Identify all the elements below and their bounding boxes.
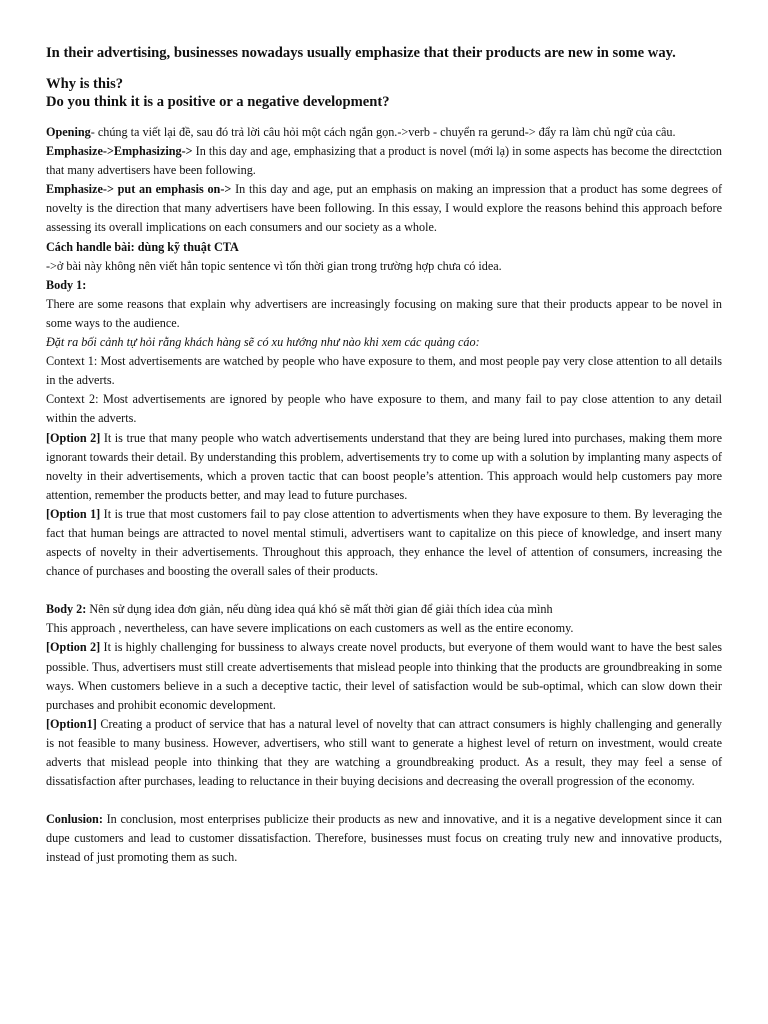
conclusion-label: Conlusion: xyxy=(46,812,103,827)
body1-option-1-text: It is true that most customers fail to pay close attention to advertisments when they have exposure to them. By leveraging the fact that human beings are attracted to novel mental stimuli, advertisers want to capitalize on this piece of knowledge, and insert many aspects of novelty in their advertisements. Throughout this approach, they enhance the level of attention of consumers, increasing the chance of purchases and boosting the overall sales of their products. xyxy=(46,506,722,579)
emphasize-text-2: In this day and age, put an emphasis on making an impression that a product has some degrees of novelty is the direction that many advertisers have been following. In this essay, I would explore the reasons behind this approach before assessing its overall implications on each consumers and our society as a whole. xyxy=(46,182,722,235)
emphasize-label-2: Emphasize-> put an emphasis on-> xyxy=(46,182,232,197)
conclusion-paragraph xyxy=(46,810,722,867)
cta-label: Cách handle bài: dùng kỹ thuật CTA xyxy=(46,239,239,254)
emphasize-text-1: In this day and age, emphasizing that a product is novel (mới lạ) in some aspects has become the directction that many advertisers have been following. xyxy=(46,144,722,178)
body2-note: Nên sử dụng idea đơn giản, nếu dùng idea quá khó sẽ mất thời gian để giải thích idea của mình xyxy=(86,602,553,617)
body2-option-1-label: [Option1] xyxy=(46,716,97,731)
body1-option-2-text: It is true that many people who watch advertisements understand that they are being lured into purchases, making them more ignorant towards their detail. By understanding this problem, advertisements try to come up with a solution by implanting many aspects of novelty in their advertisements, which a proven tactic that can boost people’s attention. This approach would help customers pay more attention, remember the products better, and may lead to future purchases. xyxy=(46,430,722,502)
body2-heading xyxy=(46,600,722,619)
body1-context-1: Context 1: Most advertisements are watched by people who have exposure to them, and most people pay very close attention to all details in the adverts. xyxy=(46,354,722,388)
essay-prompt: In their advertising, businesses nowadays usually emphasize that their products are new in some way. xyxy=(46,45,676,61)
document-page xyxy=(46,44,722,867)
body2-intro: This approach , nevertheless, can have severe implications on each customers as well as the entire economy. xyxy=(46,621,574,636)
body2-option-1 xyxy=(46,715,722,791)
question-positive-negative: Do you think it is a positive or a negative development? xyxy=(46,94,390,110)
question-why: Why is this? xyxy=(46,76,124,92)
body2-option-1-text: Creating a product of service that has a natural level of novelty that can attract consumers is highly challenging and generally is not feasible to many business. However, advertisers, who still want to generate a highest level of return on investment, would create adverts that mislead people into thinking that they are watching a groundbreaking product. As a result, they may feel a sense of dissatisfaction after purchases, leading to reluctance in their buying decisions and decreasing the overall progression of the economy. xyxy=(46,716,722,789)
opening-paragraph xyxy=(46,123,722,142)
section-spacer xyxy=(46,581,722,600)
body1-italic-note: Đặt ra bối cảnh tự hỏi rằng khách hàng sẽ có xu hướng như nào khi xem các quảng cáo: xyxy=(46,335,480,350)
body1-intro: There are some reasons that explain why advertisers are increasingly focusing on making sure that their products appear to be novel in some ways to the audience. xyxy=(46,296,722,330)
emphasize-paragraph-2 xyxy=(46,180,722,237)
body2-label: Body 2: xyxy=(46,602,87,617)
opening-text: - chúng ta viết lại đề, sau đó trả lời câu hỏi một cách ngắn gọn.->verb - chuyển ra gerund-> đẩy ra làm chủ ngữ của câu. xyxy=(90,125,676,139)
opening-label: Opening xyxy=(46,125,91,139)
body1-option-1 xyxy=(46,505,722,581)
emphasize-label-1: Emphasize->Emphasizing-> xyxy=(46,144,193,159)
body1-option-2 xyxy=(46,429,722,505)
body1-option-1-label: [Option 1] xyxy=(46,506,101,521)
cta-note: ->ở bài này không nên viết hẳn topic sentence vì tốn thời gian trong trường hợp chưa có idea. xyxy=(46,258,502,273)
section-spacer xyxy=(46,791,722,810)
body1-context-2: Context 2: Most advertisements are ignored by people who have exposure to them, and many fail to pay close attention to any detail within the adverts. xyxy=(46,392,722,426)
body1-label: Body 1: xyxy=(46,277,87,292)
conclusion-text: In conclusion, most enterprises publicize their products as new and innovative, and it is a negative development since it can dupe customers and lead to customer dissatisfaction. Therefore, businesses must focus on creating truly new and innovative products, instead of just promoting them as such. xyxy=(46,812,722,865)
body2-option-2 xyxy=(46,638,722,714)
cta-heading xyxy=(46,238,722,257)
emphasize-paragraph-1 xyxy=(46,142,722,180)
body2-option-2-text: It is highly challenging for bussiness to always create novel products, but everyone of them would want to have the best sales possible. Thus, advertisers must still create advertisements that mislead people into thinking that the products are groundbreaking in some ways. When customers believe in a such a deceptive tactic, their level of satisfaction would be sub-optimal, which can slow down their purchases and prohibit economic development. xyxy=(46,640,722,712)
body1-heading xyxy=(46,276,722,295)
body1-option-2-label: [Option 2] xyxy=(46,430,101,445)
body2-option-2-label: [Option 2] xyxy=(46,640,101,655)
